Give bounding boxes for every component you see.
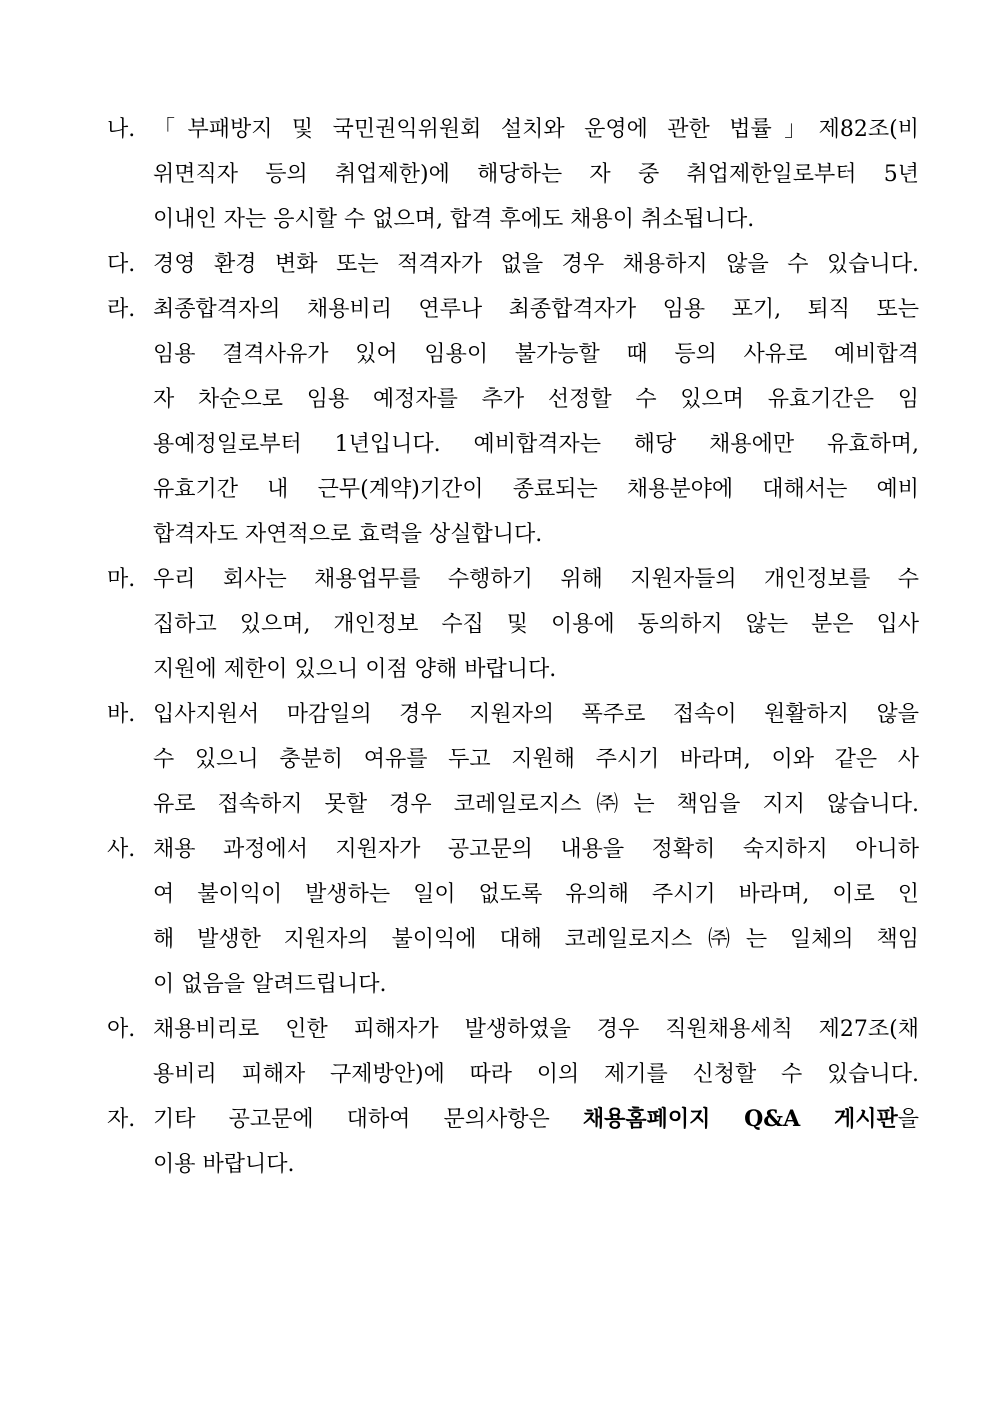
item-line: 해 발생한 지원자의 불이익에 대해 코레일로지스㈜는 일체의 책임 xyxy=(153,927,919,952)
item-marker: 나. xyxy=(107,117,136,142)
item-marker: 다. xyxy=(107,252,136,277)
notice-item-da xyxy=(0,242,992,287)
item-marker: 마. xyxy=(107,567,136,592)
item-marker: 라. xyxy=(107,297,136,322)
item-line: 채용 과정에서 지원자가 공고문의 내용을 정확히 숙지하지 아니하 xyxy=(153,837,919,862)
notice-item-na xyxy=(0,107,992,242)
notice-item-ja xyxy=(0,1097,992,1187)
item-text: 을 xyxy=(897,1107,919,1132)
item-line: 채용비리로 인한 피해자가 발생하였을 경우 직원채용세칙 제27조(채 xyxy=(153,1017,919,1042)
item-line: 지원에 제한이 있으니 이점 양해 바랍니다. xyxy=(153,657,557,682)
item-line: 이내인 자는 응시할 수 없으며, 합격 후에도 채용이 취소됩니다. xyxy=(153,207,755,232)
item-line: 위면직자 등의 취업제한)에 해당하는 자 중 취업제한일로부터 5년 xyxy=(153,162,919,187)
item-line: 우리 회사는 채용업무를 수행하기 위해 지원자들의 개인정보를 수 xyxy=(153,567,919,592)
item-line: 합격자도 자연적으로 효력을 상실합니다. xyxy=(153,522,543,547)
item-marker: 바. xyxy=(107,702,136,727)
item-line: 집하고 있으며, 개인정보 수집 및 이용에 동의하지 않는 분은 입사 xyxy=(153,612,919,637)
notice-item-ba xyxy=(0,692,992,827)
item-line: 이 없음을 알려드립니다. xyxy=(153,972,387,997)
item-line: 자 차순으로 임용 예정자를 추가 선정할 수 있으며 유효기간은 임 xyxy=(153,387,919,412)
item-line: 최종합격자의 채용비리 연루나 최종합격자가 임용 포기, 퇴직 또는 xyxy=(153,297,919,322)
notice-item-ra xyxy=(0,287,992,557)
document-body xyxy=(0,107,992,1187)
item-line: 용비리 피해자 구제방안)에 따라 이의 제기를 신청할 수 있습니다. xyxy=(153,1062,919,1087)
item-line: 입사지원서 마감일의 경우 지원자의 폭주로 접속이 원활하지 않을 xyxy=(153,702,919,727)
item-marker: 아. xyxy=(107,1017,136,1042)
notice-item-sa xyxy=(0,827,992,1007)
notice-item-ma xyxy=(0,557,992,692)
item-marker: 자. xyxy=(107,1107,136,1132)
item-line: 여 불이익이 발생하는 일이 없도록 유의해 주시기 바라며, 이로 인 xyxy=(153,882,919,907)
item-line xyxy=(153,1097,919,1142)
item-line: 수 있으니 충분히 여유를 두고 지원해 주시기 바라며, 이와 같은 사 xyxy=(153,747,919,772)
item-line: 유로 접속하지 못할 경우 코레일로지스㈜는 책임을 지지 않습니다. xyxy=(153,792,919,817)
notice-item-a xyxy=(0,1007,992,1097)
item-line: 경영 환경 변화 또는 적격자가 없을 경우 채용하지 않을 수 있습니다. xyxy=(153,252,919,277)
item-line: 유효기간 내 근무(계약)기간이 종료되는 채용분야에 대해서는 예비 xyxy=(153,477,919,502)
item-line: 임용 결격사유가 있어 임용이 불가능할 때 등의 사유로 예비합격 xyxy=(153,342,919,367)
item-line: 이용 바랍니다. xyxy=(153,1152,295,1177)
item-line: 「부패방지 및 국민권익위원회 설치와 운영에 관한 법률」제82조(비 xyxy=(153,117,919,142)
item-marker: 사. xyxy=(107,837,136,862)
item-line: 용예정일로부터 1년입니다. 예비합격자는 해당 채용에만 유효하며, xyxy=(153,432,919,457)
item-text: 기타 공고문에 대하여 문의사항은 xyxy=(153,1107,583,1132)
qa-board-emphasis: 채용홈페이지 Q&A 게시판 xyxy=(582,1106,898,1132)
